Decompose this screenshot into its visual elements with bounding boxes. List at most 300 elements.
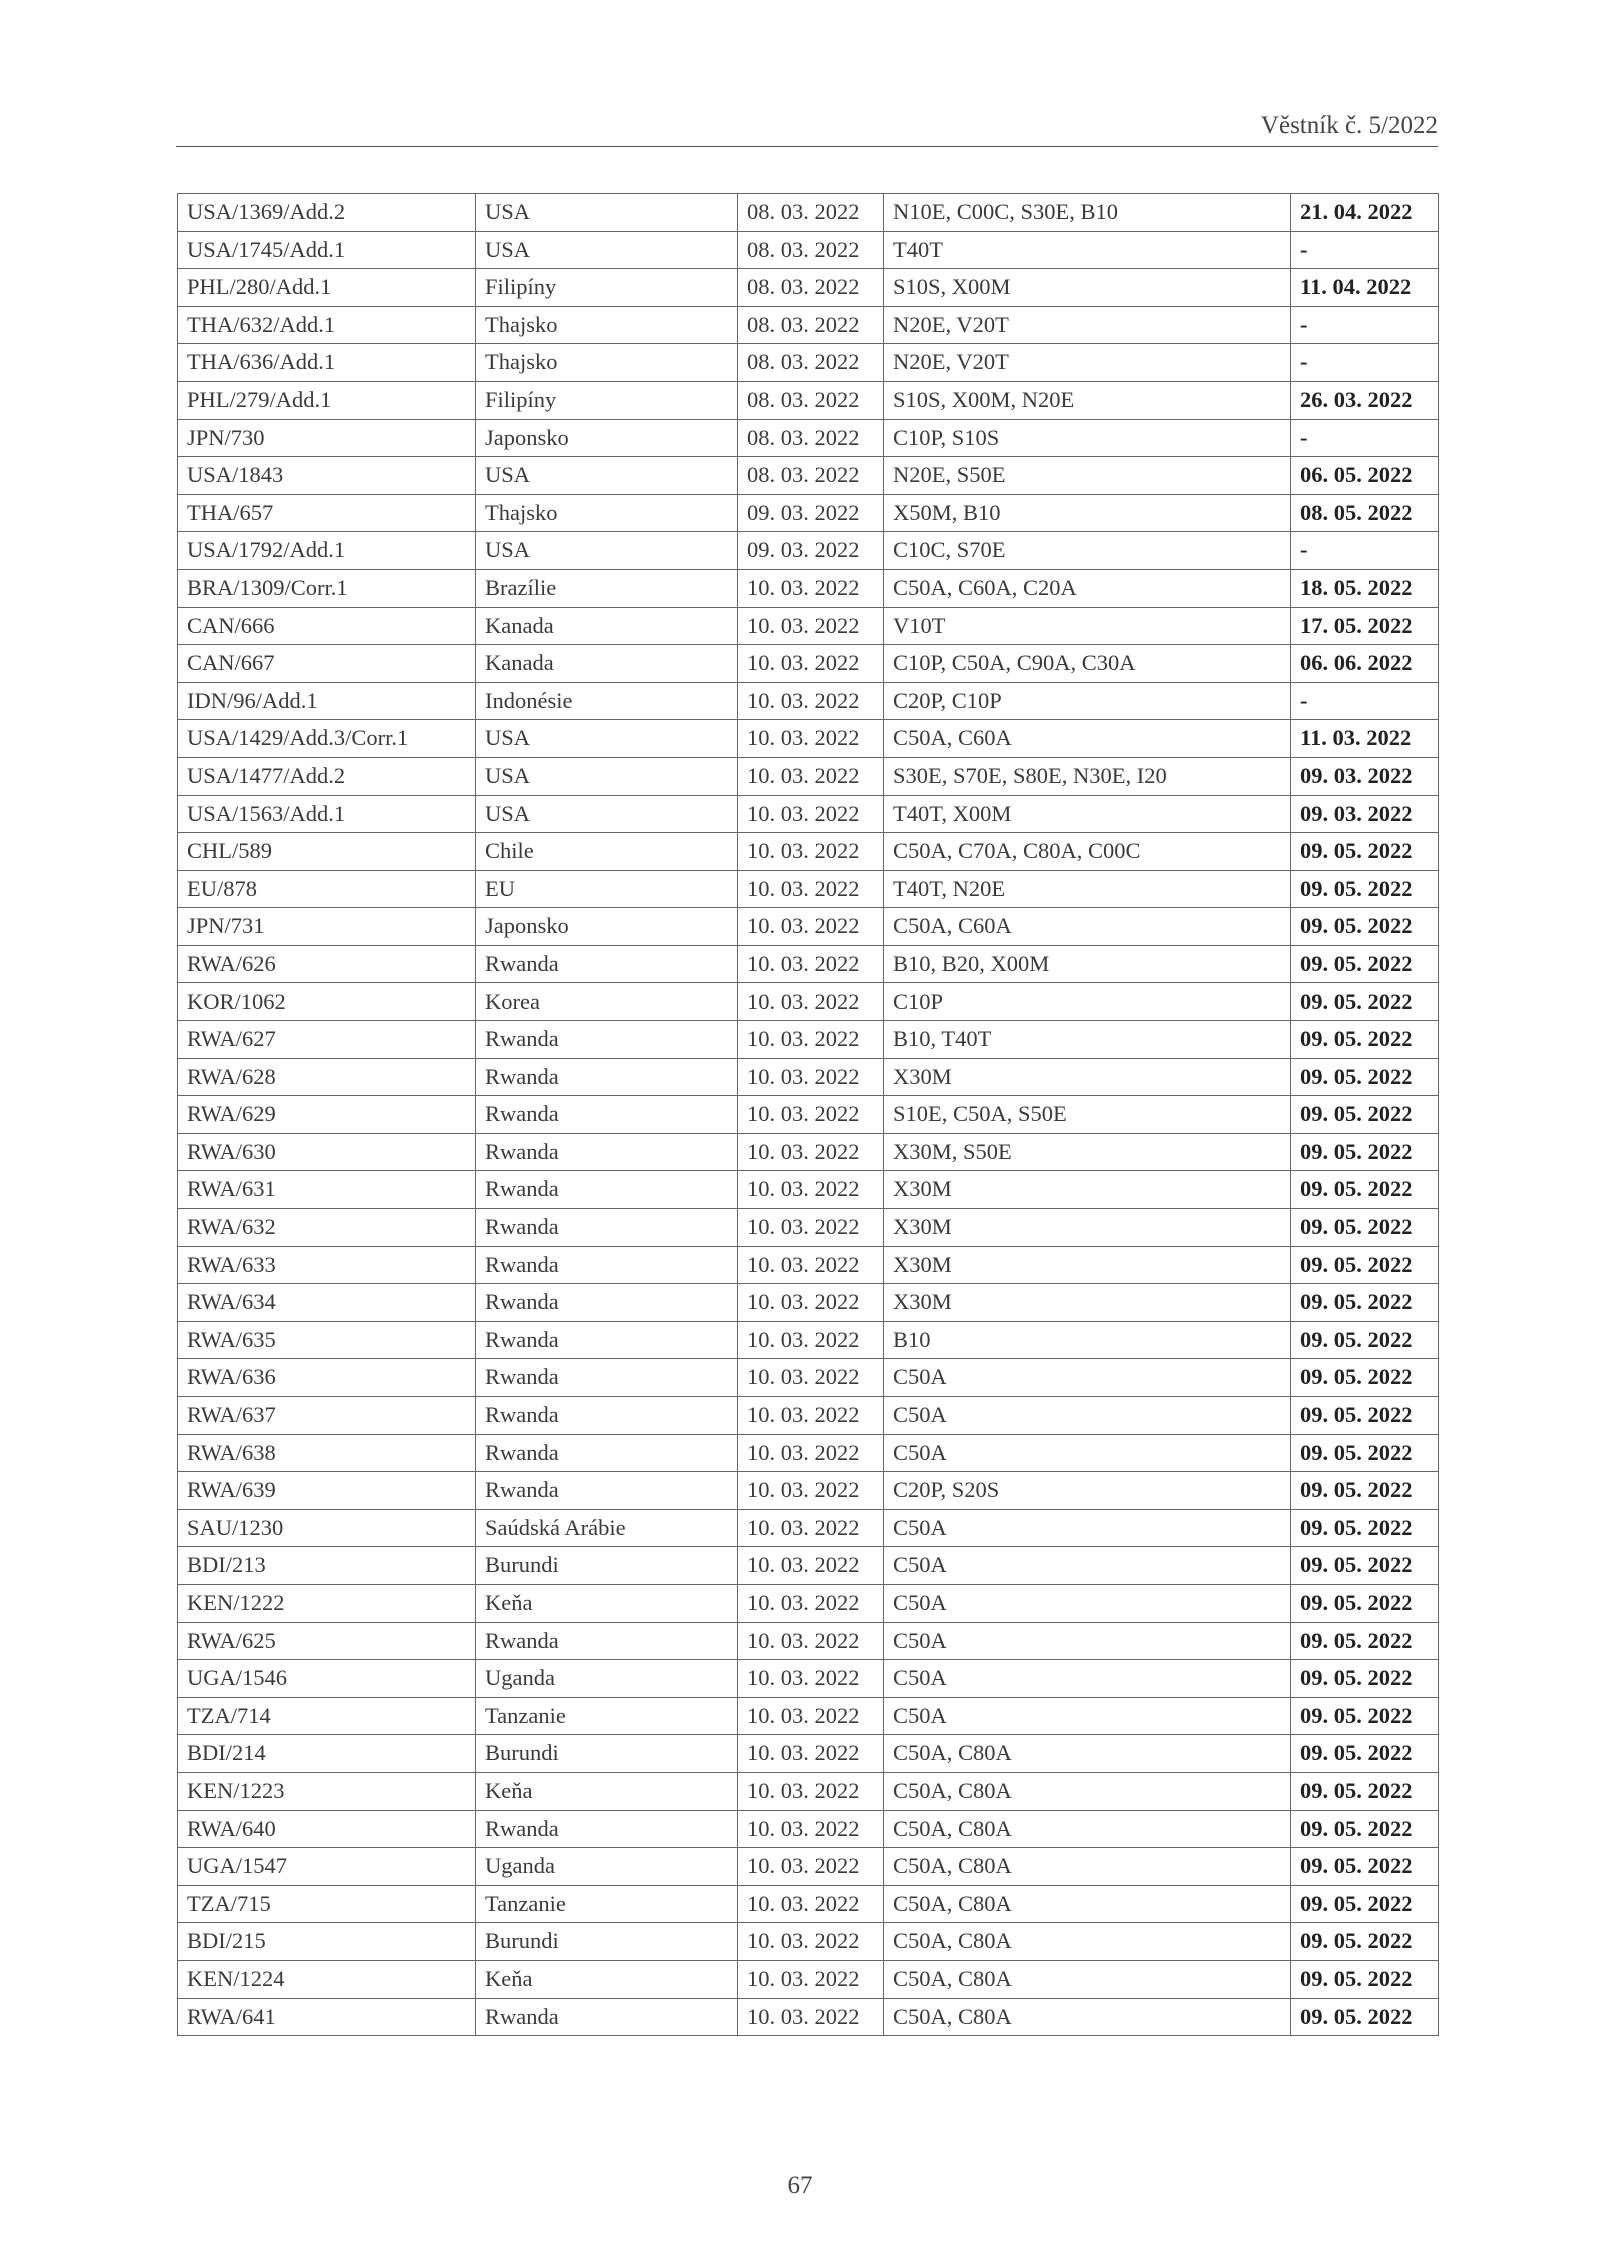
country-cell: Rwanda: [476, 1058, 738, 1096]
country-cell: Tanzanie: [476, 1697, 738, 1735]
deadline-cell: 06. 06. 2022: [1291, 645, 1439, 683]
date-cell: 10. 03. 2022: [738, 1735, 884, 1773]
date-cell: 08. 03. 2022: [738, 194, 884, 232]
date-cell: 10. 03. 2022: [738, 682, 884, 720]
notification-id-cell: THA/657: [178, 494, 476, 532]
country-cell: Rwanda: [476, 1998, 738, 2036]
country-cell: USA: [476, 757, 738, 795]
country-cell: Japonsko: [476, 908, 738, 946]
table-row: [178, 457, 1439, 495]
notification-id-cell: UGA/1546: [178, 1660, 476, 1698]
deadline-cell: 09. 05. 2022: [1291, 1058, 1439, 1096]
table-row: [178, 381, 1439, 419]
country-cell: Rwanda: [476, 1171, 738, 1209]
country-cell: Indonésie: [476, 682, 738, 720]
notification-id-cell: JPN/731: [178, 908, 476, 946]
notification-id-cell: RWA/627: [178, 1021, 476, 1059]
country-cell: EU: [476, 870, 738, 908]
date-cell: 10. 03. 2022: [738, 1321, 884, 1359]
notification-id-cell: KOR/1062: [178, 983, 476, 1021]
notification-id-cell: RWA/633: [178, 1246, 476, 1284]
deadline-cell: 09. 05. 2022: [1291, 1848, 1439, 1886]
date-cell: 10. 03. 2022: [738, 1697, 884, 1735]
table-row: [178, 757, 1439, 795]
country-cell: Brazílie: [476, 569, 738, 607]
codes-cell: N20E, V20T: [884, 344, 1291, 382]
date-cell: 08. 03. 2022: [738, 344, 884, 382]
table-row: [178, 1810, 1439, 1848]
date-cell: 10. 03. 2022: [738, 983, 884, 1021]
date-cell: 10. 03. 2022: [738, 1397, 884, 1435]
notification-id-cell: USA/1429/Add.3/Corr.1: [178, 720, 476, 758]
deadline-cell: 09. 05. 2022: [1291, 1434, 1439, 1472]
deadline-cell: 09. 05. 2022: [1291, 1096, 1439, 1134]
notification-id-cell: RWA/637: [178, 1397, 476, 1435]
codes-cell: C50A, C80A: [884, 1810, 1291, 1848]
table-row: [178, 1697, 1439, 1735]
notification-id-cell: IDN/96/Add.1: [178, 682, 476, 720]
country-cell: Rwanda: [476, 1472, 738, 1510]
codes-cell: C50A, C70A, C80A, C00C: [884, 833, 1291, 871]
deadline-cell: 06. 05. 2022: [1291, 457, 1439, 495]
notification-id-cell: USA/1563/Add.1: [178, 795, 476, 833]
date-cell: 08. 03. 2022: [738, 419, 884, 457]
country-cell: Keňa: [476, 1960, 738, 1998]
deadline-cell: -: [1291, 419, 1439, 457]
deadline-cell: 09. 05. 2022: [1291, 870, 1439, 908]
country-cell: Rwanda: [476, 1133, 738, 1171]
notification-id-cell: BDI/214: [178, 1735, 476, 1773]
notification-id-cell: KEN/1223: [178, 1772, 476, 1810]
codes-cell: X30M, S50E: [884, 1133, 1291, 1171]
country-cell: Japonsko: [476, 419, 738, 457]
date-cell: 10. 03. 2022: [738, 757, 884, 795]
date-cell: 10. 03. 2022: [738, 945, 884, 983]
table-row: [178, 1960, 1439, 1998]
notification-id-cell: CAN/666: [178, 607, 476, 645]
table-row: [178, 1885, 1439, 1923]
codes-cell: C50A, C80A: [884, 1923, 1291, 1961]
deadline-cell: 09. 05. 2022: [1291, 1321, 1439, 1359]
deadline-cell: 09. 05. 2022: [1291, 1697, 1439, 1735]
table-row: [178, 682, 1439, 720]
deadline-cell: 09. 05. 2022: [1291, 833, 1439, 871]
date-cell: 10. 03. 2022: [738, 1960, 884, 1998]
notification-id-cell: USA/1792/Add.1: [178, 532, 476, 570]
table-row: [178, 1397, 1439, 1435]
date-cell: 10. 03. 2022: [738, 1284, 884, 1322]
codes-cell: C50A, C80A: [884, 1885, 1291, 1923]
date-cell: 10. 03. 2022: [738, 1434, 884, 1472]
table-row: [178, 1509, 1439, 1547]
codes-cell: C10P, C50A, C90A, C30A: [884, 645, 1291, 683]
deadline-cell: 09. 05. 2022: [1291, 1547, 1439, 1585]
country-cell: Uganda: [476, 1660, 738, 1698]
table-row: [178, 720, 1439, 758]
notification-id-cell: RWA/625: [178, 1622, 476, 1660]
deadline-cell: -: [1291, 532, 1439, 570]
date-cell: 10. 03. 2022: [738, 645, 884, 683]
country-cell: Filipíny: [476, 269, 738, 307]
notification-id-cell: THA/632/Add.1: [178, 306, 476, 344]
country-cell: USA: [476, 231, 738, 269]
table-row: [178, 532, 1439, 570]
table-row: [178, 908, 1439, 946]
codes-cell: C50A, C80A: [884, 1998, 1291, 2036]
deadline-cell: 09. 05. 2022: [1291, 1622, 1439, 1660]
date-cell: 08. 03. 2022: [738, 231, 884, 269]
deadline-cell: 08. 05. 2022: [1291, 494, 1439, 532]
notification-id-cell: RWA/640: [178, 1810, 476, 1848]
codes-cell: C10P: [884, 983, 1291, 1021]
date-cell: 10. 03. 2022: [738, 1848, 884, 1886]
table-row: [178, 833, 1439, 871]
country-cell: Rwanda: [476, 1096, 738, 1134]
codes-cell: C50A, C80A: [884, 1848, 1291, 1886]
table-row: [178, 1359, 1439, 1397]
table-row: [178, 1584, 1439, 1622]
table-row: [178, 1472, 1439, 1510]
deadline-cell: 09. 05. 2022: [1291, 1584, 1439, 1622]
date-cell: 10. 03. 2022: [738, 1509, 884, 1547]
country-cell: Rwanda: [476, 945, 738, 983]
codes-cell: C50A, C60A, C20A: [884, 569, 1291, 607]
notification-id-cell: RWA/631: [178, 1171, 476, 1209]
date-cell: 10. 03. 2022: [738, 1885, 884, 1923]
deadline-cell: 09. 05. 2022: [1291, 1472, 1439, 1510]
country-cell: Uganda: [476, 1848, 738, 1886]
table-row: [178, 1171, 1439, 1209]
country-cell: Rwanda: [476, 1622, 738, 1660]
deadline-cell: -: [1291, 231, 1439, 269]
country-cell: Saúdská Arábie: [476, 1509, 738, 1547]
deadline-cell: -: [1291, 344, 1439, 382]
date-cell: 10. 03. 2022: [738, 1133, 884, 1171]
date-cell: 10. 03. 2022: [738, 1472, 884, 1510]
table-row: [178, 645, 1439, 683]
deadline-cell: 09. 05. 2022: [1291, 1998, 1439, 2036]
codes-cell: C20P, C10P: [884, 682, 1291, 720]
date-cell: 10. 03. 2022: [738, 569, 884, 607]
notification-id-cell: RWA/641: [178, 1998, 476, 2036]
table-body: [178, 194, 1439, 2036]
date-cell: 10. 03. 2022: [738, 1058, 884, 1096]
deadline-cell: 09. 05. 2022: [1291, 1284, 1439, 1322]
codes-cell: C50A, C60A: [884, 720, 1291, 758]
country-cell: Rwanda: [476, 1021, 738, 1059]
publication-title: Věstník č. 5/2022: [1260, 112, 1438, 139]
date-cell: 10. 03. 2022: [738, 1359, 884, 1397]
table-row: [178, 1547, 1439, 1585]
notification-id-cell: BRA/1309/Corr.1: [178, 569, 476, 607]
date-cell: 10. 03. 2022: [738, 1998, 884, 2036]
notification-id-cell: RWA/629: [178, 1096, 476, 1134]
date-cell: 08. 03. 2022: [738, 381, 884, 419]
codes-cell: S10S, X00M: [884, 269, 1291, 307]
country-cell: USA: [476, 532, 738, 570]
codes-cell: C10C, S70E: [884, 532, 1291, 570]
table-row: [178, 1622, 1439, 1660]
country-cell: Kanada: [476, 607, 738, 645]
notification-id-cell: TZA/715: [178, 1885, 476, 1923]
notification-id-cell: PHL/280/Add.1: [178, 269, 476, 307]
notification-id-cell: CHL/589: [178, 833, 476, 871]
deadline-cell: 09. 05. 2022: [1291, 1359, 1439, 1397]
country-cell: Rwanda: [476, 1434, 738, 1472]
codes-cell: C50A: [884, 1697, 1291, 1735]
codes-cell: X30M: [884, 1284, 1291, 1322]
date-cell: 09. 03. 2022: [738, 532, 884, 570]
date-cell: 10. 03. 2022: [738, 870, 884, 908]
codes-cell: S10E, C50A, S50E: [884, 1096, 1291, 1134]
codes-cell: C50A: [884, 1547, 1291, 1585]
table-row: [178, 945, 1439, 983]
deadline-cell: 09. 05. 2022: [1291, 1171, 1439, 1209]
deadline-cell: 09. 05. 2022: [1291, 1735, 1439, 1773]
table-row: [178, 870, 1439, 908]
codes-cell: T40T: [884, 231, 1291, 269]
codes-cell: C50A: [884, 1622, 1291, 1660]
date-cell: 10. 03. 2022: [738, 1547, 884, 1585]
date-cell: 10. 03. 2022: [738, 1923, 884, 1961]
codes-cell: C50A, C80A: [884, 1772, 1291, 1810]
codes-cell: X30M: [884, 1246, 1291, 1284]
deadline-cell: 09. 05. 2022: [1291, 1810, 1439, 1848]
date-cell: 10. 03. 2022: [738, 1096, 884, 1134]
date-cell: 09. 03. 2022: [738, 494, 884, 532]
codes-cell: C50A, C60A: [884, 908, 1291, 946]
country-cell: Burundi: [476, 1923, 738, 1961]
country-cell: Thajsko: [476, 306, 738, 344]
country-cell: Tanzanie: [476, 1885, 738, 1923]
country-cell: Rwanda: [476, 1209, 738, 1247]
table-row: [178, 1321, 1439, 1359]
deadline-cell: 09. 03. 2022: [1291, 757, 1439, 795]
deadline-cell: 09. 05. 2022: [1291, 945, 1439, 983]
deadline-cell: 09. 05. 2022: [1291, 1885, 1439, 1923]
table-row: [178, 1735, 1439, 1773]
country-cell: Rwanda: [476, 1810, 738, 1848]
country-cell: Rwanda: [476, 1321, 738, 1359]
country-cell: Burundi: [476, 1547, 738, 1585]
deadline-cell: 11. 03. 2022: [1291, 720, 1439, 758]
notification-id-cell: RWA/632: [178, 1209, 476, 1247]
table-row: [178, 194, 1439, 232]
notification-id-cell: KEN/1224: [178, 1960, 476, 1998]
table-row: [178, 1923, 1439, 1961]
codes-cell: C20P, S20S: [884, 1472, 1291, 1510]
deadline-cell: 09. 05. 2022: [1291, 1397, 1439, 1435]
country-cell: Korea: [476, 983, 738, 1021]
page-number: 67: [787, 2172, 813, 2199]
notification-id-cell: RWA/628: [178, 1058, 476, 1096]
page-header: [176, 110, 1438, 147]
codes-cell: X30M: [884, 1209, 1291, 1247]
country-cell: Rwanda: [476, 1246, 738, 1284]
date-cell: 10. 03. 2022: [738, 607, 884, 645]
deadline-cell: 17. 05. 2022: [1291, 607, 1439, 645]
codes-cell: C50A: [884, 1397, 1291, 1435]
table-row: [178, 269, 1439, 307]
notification-id-cell: RWA/635: [178, 1321, 476, 1359]
deadline-cell: 09. 05. 2022: [1291, 1209, 1439, 1247]
codes-cell: C50A: [884, 1359, 1291, 1397]
date-cell: 10. 03. 2022: [738, 1171, 884, 1209]
table-row: [178, 1096, 1439, 1134]
deadline-cell: 09. 03. 2022: [1291, 795, 1439, 833]
country-cell: Keňa: [476, 1772, 738, 1810]
table-row: [178, 1660, 1439, 1698]
table-row: [178, 231, 1439, 269]
notification-id-cell: BDI/213: [178, 1547, 476, 1585]
date-cell: 10. 03. 2022: [738, 1772, 884, 1810]
date-cell: 10. 03. 2022: [738, 1246, 884, 1284]
notification-id-cell: USA/1369/Add.2: [178, 194, 476, 232]
notification-id-cell: USA/1843: [178, 457, 476, 495]
codes-cell: C50A, C80A: [884, 1735, 1291, 1773]
table-row: [178, 494, 1439, 532]
country-cell: USA: [476, 720, 738, 758]
notification-id-cell: RWA/638: [178, 1434, 476, 1472]
notification-id-cell: RWA/630: [178, 1133, 476, 1171]
deadline-cell: 21. 04. 2022: [1291, 194, 1439, 232]
codes-cell: X50M, B10: [884, 494, 1291, 532]
table-row: [178, 1998, 1439, 2036]
date-cell: 08. 03. 2022: [738, 306, 884, 344]
notification-id-cell: TZA/714: [178, 1697, 476, 1735]
deadline-cell: 09. 05. 2022: [1291, 1133, 1439, 1171]
country-cell: Chile: [476, 833, 738, 871]
codes-cell: V10T: [884, 607, 1291, 645]
deadline-cell: 09. 05. 2022: [1291, 983, 1439, 1021]
notification-id-cell: KEN/1222: [178, 1584, 476, 1622]
notification-id-cell: CAN/667: [178, 645, 476, 683]
date-cell: 10. 03. 2022: [738, 1622, 884, 1660]
date-cell: 10. 03. 2022: [738, 833, 884, 871]
country-cell: Kanada: [476, 645, 738, 683]
date-cell: 10. 03. 2022: [738, 1209, 884, 1247]
deadline-cell: 09. 05. 2022: [1291, 1923, 1439, 1961]
date-cell: 08. 03. 2022: [738, 269, 884, 307]
table-row: [178, 1058, 1439, 1096]
notification-table-wrapper: [177, 193, 1438, 2036]
codes-cell: C50A: [884, 1660, 1291, 1698]
table-row: [178, 419, 1439, 457]
codes-cell: N20E, S50E: [884, 457, 1291, 495]
codes-cell: C50A, C80A: [884, 1960, 1291, 1998]
country-cell: Rwanda: [476, 1397, 738, 1435]
table-row: [178, 306, 1439, 344]
notification-id-cell: RWA/626: [178, 945, 476, 983]
codes-cell: N20E, V20T: [884, 306, 1291, 344]
notification-id-cell: RWA/636: [178, 1359, 476, 1397]
codes-cell: X30M: [884, 1058, 1291, 1096]
codes-cell: B10, B20, X00M: [884, 945, 1291, 983]
deadline-cell: -: [1291, 306, 1439, 344]
deadline-cell: 26. 03. 2022: [1291, 381, 1439, 419]
country-cell: Thajsko: [476, 494, 738, 532]
country-cell: Rwanda: [476, 1284, 738, 1322]
date-cell: 10. 03. 2022: [738, 908, 884, 946]
codes-cell: N10E, C00C, S30E, B10: [884, 194, 1291, 232]
deadline-cell: 11. 04. 2022: [1291, 269, 1439, 307]
deadline-cell: 09. 05. 2022: [1291, 1960, 1439, 1998]
deadline-cell: -: [1291, 682, 1439, 720]
date-cell: 08. 03. 2022: [738, 457, 884, 495]
notification-id-cell: USA/1477/Add.2: [178, 757, 476, 795]
country-cell: Filipíny: [476, 381, 738, 419]
codes-cell: T40T, N20E: [884, 870, 1291, 908]
codes-cell: C10P, S10S: [884, 419, 1291, 457]
country-cell: Rwanda: [476, 1359, 738, 1397]
codes-cell: B10: [884, 1321, 1291, 1359]
deadline-cell: 09. 05. 2022: [1291, 908, 1439, 946]
notification-id-cell: USA/1745/Add.1: [178, 231, 476, 269]
table-row: [178, 1284, 1439, 1322]
notification-id-cell: RWA/634: [178, 1284, 476, 1322]
table-row: [178, 1434, 1439, 1472]
table-row: [178, 1772, 1439, 1810]
table-row: [178, 795, 1439, 833]
country-cell: USA: [476, 457, 738, 495]
table-row: [178, 1133, 1439, 1171]
date-cell: 10. 03. 2022: [738, 1660, 884, 1698]
country-cell: Keňa: [476, 1584, 738, 1622]
codes-cell: X30M: [884, 1171, 1291, 1209]
notification-id-cell: BDI/215: [178, 1923, 476, 1961]
codes-cell: B10, T40T: [884, 1021, 1291, 1059]
codes-cell: S10S, X00M, N20E: [884, 381, 1291, 419]
table-row: [178, 607, 1439, 645]
codes-cell: T40T, X00M: [884, 795, 1291, 833]
notification-table: [177, 193, 1439, 2036]
notification-id-cell: PHL/279/Add.1: [178, 381, 476, 419]
deadline-cell: 09. 05. 2022: [1291, 1660, 1439, 1698]
deadline-cell: 09. 05. 2022: [1291, 1772, 1439, 1810]
date-cell: 10. 03. 2022: [738, 1584, 884, 1622]
codes-cell: C50A: [884, 1434, 1291, 1472]
table-row: [178, 569, 1439, 607]
notification-id-cell: UGA/1547: [178, 1848, 476, 1886]
country-cell: Burundi: [476, 1735, 738, 1773]
table-row: [178, 344, 1439, 382]
country-cell: USA: [476, 194, 738, 232]
codes-cell: C50A: [884, 1584, 1291, 1622]
deadline-cell: 09. 05. 2022: [1291, 1021, 1439, 1059]
notification-id-cell: THA/636/Add.1: [178, 344, 476, 382]
notification-id-cell: JPN/730: [178, 419, 476, 457]
date-cell: 10. 03. 2022: [738, 720, 884, 758]
codes-cell: C50A: [884, 1509, 1291, 1547]
table-row: [178, 1021, 1439, 1059]
table-row: [178, 1209, 1439, 1247]
deadline-cell: 09. 05. 2022: [1291, 1246, 1439, 1284]
date-cell: 10. 03. 2022: [738, 795, 884, 833]
country-cell: USA: [476, 795, 738, 833]
notification-id-cell: RWA/639: [178, 1472, 476, 1510]
date-cell: 10. 03. 2022: [738, 1021, 884, 1059]
table-row: [178, 1246, 1439, 1284]
table-row: [178, 1848, 1439, 1886]
deadline-cell: 18. 05. 2022: [1291, 569, 1439, 607]
notification-id-cell: EU/878: [178, 870, 476, 908]
deadline-cell: 09. 05. 2022: [1291, 1509, 1439, 1547]
notification-id-cell: SAU/1230: [178, 1509, 476, 1547]
date-cell: 10. 03. 2022: [738, 1810, 884, 1848]
codes-cell: S30E, S70E, S80E, N30E, I20: [884, 757, 1291, 795]
country-cell: Thajsko: [476, 344, 738, 382]
table-row: [178, 983, 1439, 1021]
